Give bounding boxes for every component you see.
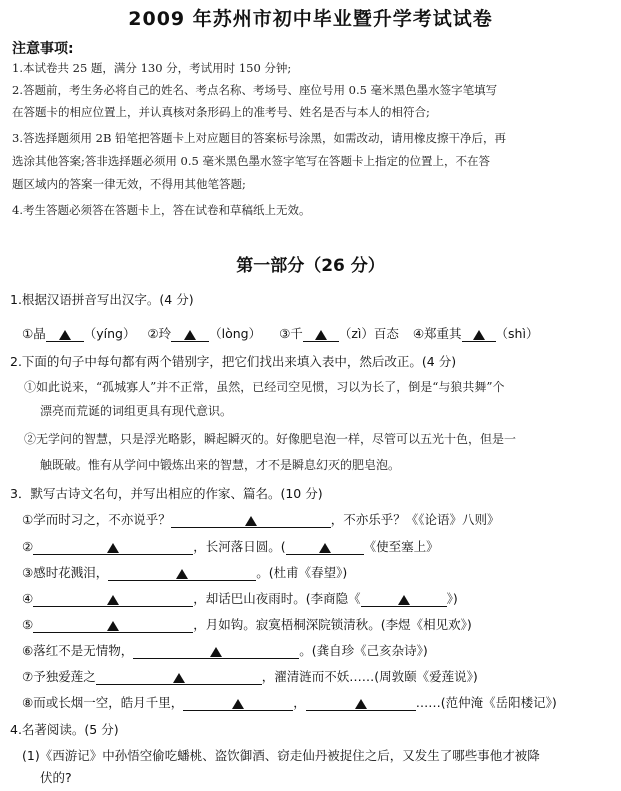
q3-line-2-mid: ，长河落日圆。( — [193, 539, 286, 554]
q3-line-5-text: ⑤ — [22, 617, 34, 632]
answer-marker-icon — [184, 330, 196, 340]
q3-line-2 — [22, 537, 439, 555]
q3-blank-2[interactable] — [33, 539, 193, 555]
notice-line: 3.答选择题须用 2B 铅笔把答题卡上对应题目的答案标号涂黑，如需改动，请用橡皮擦干净后，再 — [12, 131, 507, 145]
exam-title: 2009 年苏州市初中毕业暨升学考试试卷 — [128, 8, 493, 30]
answer-marker-icon — [107, 543, 119, 553]
q3-line-5-tail: ，月如钩。寂寞梧桐深院锁清秋。(李煜《相见欢》) — [193, 617, 472, 632]
q3-line-8-text: ⑧而或长烟一空，皓月千里， — [22, 695, 184, 710]
q3-blank-8a[interactable] — [183, 695, 293, 711]
q1-item-1-blank[interactable] — [46, 326, 84, 342]
q1-item-4-pinyin: （shì） — [495, 326, 539, 341]
notice-line: 1.本试卷共 25 题，满分 130 分，考试用时 150 分钟; — [12, 61, 292, 75]
q1-item-3-pinyin: （zì）百态 — [338, 326, 399, 341]
q3-blank-5[interactable] — [33, 617, 193, 633]
q3-line-2-tail: 《使至塞上》 — [363, 539, 439, 554]
q3-line-6-tail: 。(龚自珍《己亥杂诗》) — [299, 643, 428, 658]
q1-item-4-blank[interactable] — [462, 326, 496, 342]
q3-blank-4-title[interactable] — [361, 591, 447, 607]
q3-line-6 — [22, 641, 428, 659]
answer-marker-icon — [173, 673, 185, 683]
q3-blank-7[interactable] — [96, 669, 262, 685]
question-4-stem: 4.名著阅读。(5 分) — [10, 722, 119, 737]
q3-blank-6[interactable] — [133, 643, 299, 659]
q3-blank-3[interactable] — [108, 565, 256, 581]
q2-sentence-2-cont: 触既破。惟有从学问中锻炼出来的智慧，才不是瞬息幻灭的肥皂泡。 — [40, 458, 401, 472]
answer-marker-icon — [245, 516, 257, 526]
q2-sentence-2: ②无学问的智慧，只是浮光略影，瞬起瞬灭的。好像肥皂泡一样，尽管可以五光十色，但是一 — [24, 432, 517, 446]
q4-sub-1-cont: 伏的? — [40, 770, 72, 785]
q3-line-5 — [22, 615, 472, 633]
q3-line-8-mid: ， — [293, 695, 306, 710]
q3-line-3-text: ③感时花溅泪， — [22, 565, 109, 580]
q3-line-8 — [22, 693, 557, 711]
q1-item-2-char: ②玲 — [147, 326, 172, 341]
answer-marker-icon — [319, 543, 331, 553]
answer-marker-icon — [59, 330, 71, 340]
q1-item-3-char: ③千 — [279, 326, 303, 341]
answer-marker-icon — [107, 595, 119, 605]
q1-item-3-blank[interactable] — [303, 326, 339, 342]
answer-marker-icon — [210, 647, 222, 657]
notice-line: 2.答题前，考生务必将自己的姓名、考点名称、考场号、座位号用 0.5 毫米黑色墨水签字笔填写 — [12, 83, 498, 97]
q3-blank-1[interactable] — [171, 512, 331, 528]
q3-blank-4[interactable] — [33, 591, 193, 607]
q3-line-3-tail: 。(杜甫《春望》) — [256, 565, 348, 580]
q3-blank-8b[interactable] — [306, 695, 416, 711]
q3-line-4-mid: ，却话巴山夜雨时。(李商隐《 — [193, 591, 361, 606]
q1-item-1-char: ①晶 — [22, 326, 46, 341]
notice-line: 4.考生答题必须答在答题卡上，答在试卷和草稿纸上无效。 — [12, 203, 311, 217]
notice-heading: 注意事项: — [12, 41, 74, 57]
q3-line-4-tail: 》) — [446, 591, 458, 606]
answer-marker-icon — [398, 595, 410, 605]
question-2-stem: 2.下面的句子中每句都有两个错别字，把它们找出来填入表中，然后改正。(4 分) — [10, 354, 457, 369]
q3-line-4-text: ④ — [22, 591, 34, 606]
q2-sentence-1-cont: 漂亮而荒诞的词组更具有现代意识。 — [40, 404, 233, 418]
q3-line-7 — [22, 667, 478, 685]
answer-marker-icon — [315, 330, 327, 340]
answer-marker-icon — [232, 699, 244, 709]
q3-line-8-tail: ……(范仲淹《岳阳楼记》) — [415, 695, 557, 710]
part-one-title: 第一部分（26 分） — [236, 256, 385, 276]
q3-line-3 — [22, 563, 347, 581]
notice-line: 在答题卡的相应位置上，并认真核对条形码上的准考号、姓名是否与本人的相符合; — [12, 105, 430, 119]
q3-line-6-text: ⑥落红不是无情物， — [22, 643, 134, 658]
question-3-stem: 3．默写古诗文名句，并写出相应的作家、篇名。(10 分) — [10, 486, 323, 501]
q3-line-1 — [22, 510, 499, 528]
question-1-stem: 1.根据汉语拼音写出汉字。(4 分) — [10, 292, 194, 307]
answer-marker-icon — [473, 330, 485, 340]
q1-item-4-char: ④郑重其 — [412, 326, 462, 341]
q3-line-7-text: ⑦予独爱莲之 — [22, 669, 96, 684]
q3-blank-2-author[interactable] — [286, 539, 364, 555]
answer-marker-icon — [107, 621, 119, 631]
q3-line-1-tail: ，不亦乐乎？《《论语》八则》 — [330, 512, 500, 527]
answer-marker-icon — [176, 569, 188, 579]
q1-item-1-pinyin: （yíng） — [83, 326, 136, 341]
q4-sub-1: (1)《西游记》中孙悟空偷吃蟠桃、盗饮御酒、窃走仙丹被捉住之后，又发生了哪些事他才被降 — [22, 748, 540, 763]
notice-line: 选涂其他答案;答非选择题必须用 0.5 毫米黑色墨水签字笔写在答题卡上指定的位置上，不在答 — [12, 154, 490, 168]
q2-sentence-1: ①如此说来，“孤城寡人”并不正常，虽然，已经司空见惯，习以为长了，倒是“与狼共舞”个 — [24, 380, 505, 394]
q3-line-2-text: ② — [22, 539, 34, 554]
q1-item-2-pinyin: （lòng） — [209, 326, 262, 341]
answer-marker-icon — [355, 699, 367, 709]
q3-line-1-text: ①学而时习之，不亦说乎？ — [22, 512, 171, 527]
q3-line-4 — [22, 589, 458, 607]
question-1-items — [22, 324, 538, 342]
q3-line-7-tail: ，濯清涟而不妖……(周敦颐《爱莲说》) — [261, 669, 478, 684]
notice-line: 题区域内的答案一律无效，不得用其他笔答题; — [12, 177, 246, 191]
q1-item-2-blank[interactable] — [171, 326, 209, 342]
